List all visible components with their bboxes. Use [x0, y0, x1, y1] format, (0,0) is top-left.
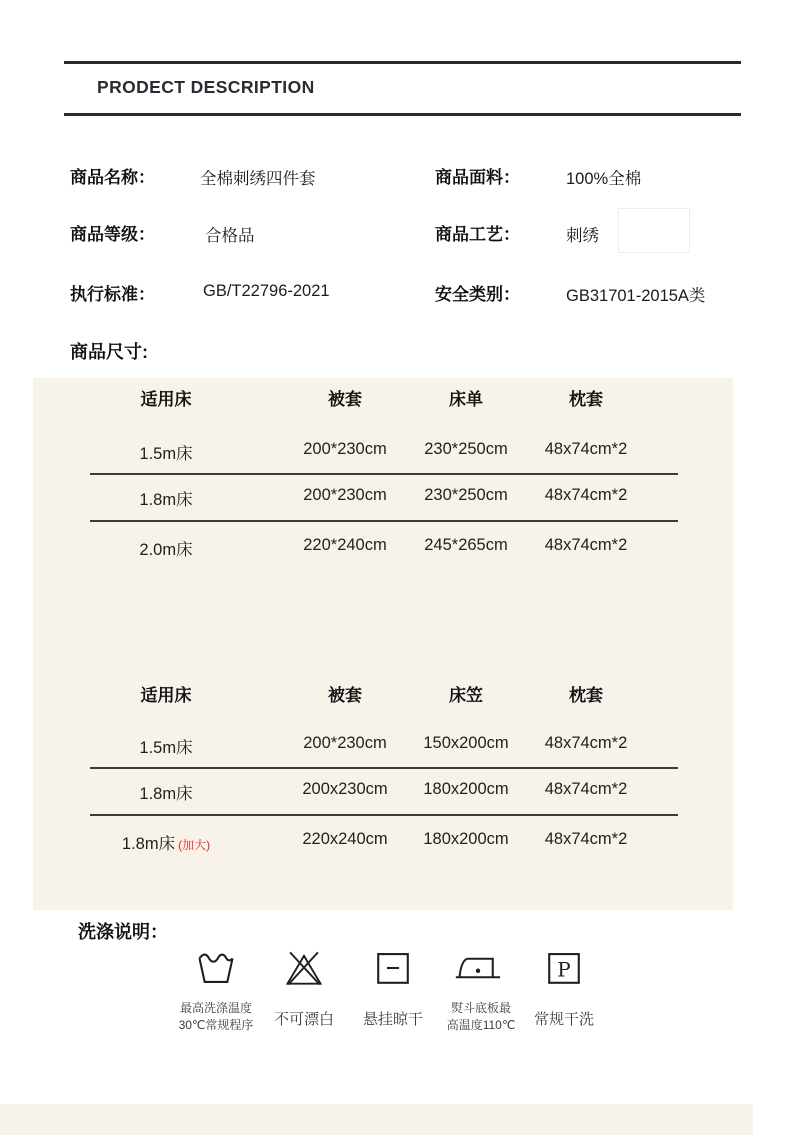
t1-r1-duvet: 200*230cm — [303, 440, 387, 458]
t2-header-pillow: 枕套 — [569, 686, 603, 705]
attr-standard-value: GB/T22796-2021 — [203, 282, 330, 300]
t2-r1-pillow: 48x74cm*2 — [544, 734, 628, 752]
care-label-hang-dry: 悬挂晾干 — [362, 1011, 423, 1028]
t1-r3-duvet: 220*240cm — [303, 536, 387, 554]
t2-header-duvet: 被套 — [328, 686, 362, 705]
t2-header-bed: 适用床 — [140, 686, 192, 705]
header-rule-top — [64, 61, 741, 64]
t2-header-fitted: 床笠 — [449, 686, 483, 705]
t1-r3-sheet: 245*265cm — [424, 536, 508, 554]
t1-r1-sheet: 230*250cm — [424, 440, 508, 458]
wash-max-30c-icon — [196, 948, 236, 993]
t1-r2-pillow: 48x74cm*2 — [544, 486, 628, 504]
page-title: PRODECT DESCRIPTION — [97, 77, 315, 97]
attr-standard-label: 执行标准： — [70, 285, 155, 304]
craft-color-swatch — [618, 208, 690, 253]
t1-divider-1 — [90, 473, 678, 475]
t2-r3-duvet: 220x240cm — [302, 830, 388, 848]
t2-r1-fitted: 150x200cm — [423, 734, 509, 752]
care-label-wash: 最高洗涤温度 30℃常规程序 — [178, 1001, 254, 1032]
attr-name-value: 全棉刺绣四件套 — [200, 170, 316, 188]
t2-r2-pillow: 48x74cm*2 — [544, 780, 628, 798]
t2-r3-bed-note: (加大) — [178, 838, 211, 852]
iron-max-110c-icon — [454, 948, 502, 993]
t2-r3-bed-text: 1.8m床 — [121, 835, 176, 853]
t1-r1-bed: 1.5m床 — [139, 445, 193, 463]
t1-divider-2 — [90, 520, 678, 522]
care-section-heading: 洗涤说明： — [78, 922, 168, 942]
t1-r3-bed: 2.0m床 — [139, 541, 193, 559]
t2-r3-fitted: 180x200cm — [423, 830, 509, 848]
attr-name-label: 商品名称： — [70, 168, 155, 187]
t2-divider-2 — [90, 814, 678, 816]
t1-header-sheet: 床单 — [449, 390, 483, 409]
t1-header-pillow: 枕套 — [569, 390, 603, 409]
attr-safety-label: 安全类别： — [435, 285, 520, 304]
bottom-accent-strip — [0, 1104, 753, 1135]
header-rule-bottom — [64, 113, 741, 116]
attr-fabric-value: 100%全棉 — [566, 170, 642, 188]
attr-craft-value: 刺绣 — [566, 227, 599, 245]
attr-grade-value: 合格品 — [205, 227, 255, 245]
hang-dry-icon — [373, 948, 413, 993]
dry-clean-icon — [544, 948, 584, 993]
t2-r1-duvet: 200*230cm — [303, 734, 387, 752]
t1-r2-duvet: 200*230cm — [303, 486, 387, 504]
t2-r1-bed: 1.5m床 — [139, 739, 193, 757]
t2-r3-pillow: 48x74cm*2 — [544, 830, 628, 848]
care-label-dry-clean: 常规干洗 — [533, 1011, 594, 1028]
t2-r2-bed: 1.8m床 — [139, 785, 193, 803]
attr-grade-label: 商品等级： — [70, 225, 155, 244]
attr-safety-value: GB31701-2015A类 — [566, 287, 706, 305]
attr-fabric-label: 商品面料： — [435, 168, 520, 187]
t1-header-duvet: 被套 — [328, 390, 362, 409]
do-not-bleach-icon — [284, 948, 324, 993]
t2-r2-duvet: 200x230cm — [302, 780, 388, 798]
t1-header-bed: 适用床 — [140, 390, 192, 409]
dry-clean-letter: P — [557, 957, 571, 982]
t1-r2-sheet: 230*250cm — [424, 486, 508, 504]
t2-divider-1 — [90, 767, 678, 769]
size-section-heading: 商品尺寸: — [70, 342, 148, 362]
t2-r2-fitted: 180x200cm — [423, 780, 509, 798]
t1-r2-bed: 1.8m床 — [139, 491, 193, 509]
care-label-iron: 熨斗底板最 高温度110℃ — [446, 1001, 516, 1032]
t1-r1-pillow: 48x74cm*2 — [544, 440, 628, 458]
care-label-no-bleach: 不可漂白 — [273, 1011, 334, 1028]
t2-r3-bed — [91, 830, 241, 854]
t1-r3-pillow: 48x74cm*2 — [544, 536, 628, 554]
attr-craft-label: 商品工艺： — [435, 225, 520, 244]
